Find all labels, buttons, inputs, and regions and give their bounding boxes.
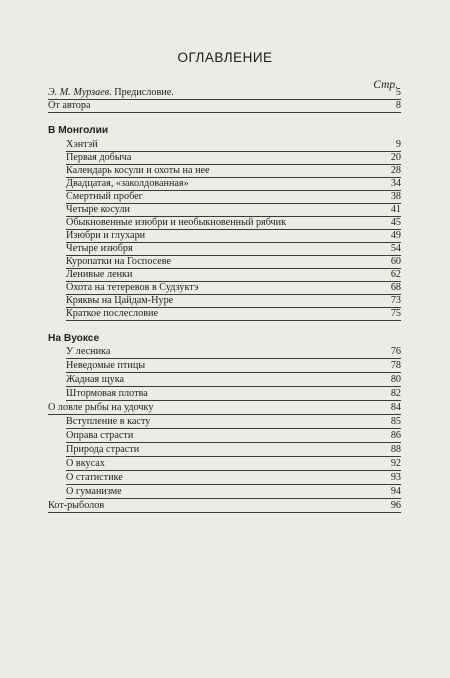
entry-title: О ловле рыбы на удочку	[48, 402, 154, 413]
entry-page: 94	[390, 486, 401, 497]
entry-title: Четыре косули	[66, 204, 130, 215]
toc-entry[interactable]	[66, 417, 401, 429]
entry-page: 75	[390, 308, 401, 319]
entry-page: 28	[390, 165, 401, 176]
entry-page: 20	[390, 152, 401, 163]
toc-entry[interactable]	[66, 347, 401, 359]
entry-page: 60	[390, 256, 401, 267]
entry-title: Оправа страсти	[66, 430, 134, 441]
entry-page: 76	[390, 346, 401, 357]
entry-title: Двадцатая, «заколдованная»	[66, 178, 189, 189]
entry-title: У лесника	[66, 346, 111, 357]
entry-title: Хэнтэй	[66, 139, 98, 150]
section-heading: В Монголии	[48, 125, 109, 136]
entry-title: Ленивые ленки	[66, 269, 133, 280]
entry-page: 84	[390, 402, 401, 413]
entry-page: 45	[390, 217, 401, 228]
entry-title: Предисловие.	[114, 87, 174, 98]
entry-title: Штормовая плотва	[66, 388, 148, 399]
entry-title: Неведомые птицы	[66, 360, 146, 371]
entry-title: Охота на тетеревов в Судзуктэ	[66, 282, 199, 293]
toc-entry[interactable]	[66, 244, 401, 256]
entry-page: 34	[390, 178, 401, 189]
toc-entry[interactable]	[66, 218, 401, 230]
toc-entry[interactable]	[66, 487, 401, 499]
section-heading: На Вуоксе	[48, 333, 100, 344]
entry-page: 80	[390, 374, 401, 385]
toc-entry[interactable]	[66, 179, 401, 191]
entry-page: 68	[390, 282, 401, 293]
page-title: ОГЛАВЛЕНИЕ	[177, 50, 273, 65]
entry-page: 62	[390, 269, 401, 280]
toc-entry[interactable]	[66, 270, 401, 282]
entry-page: 8	[395, 100, 401, 111]
entry-title: Кот-рыболов	[48, 500, 105, 511]
toc-entry[interactable]	[66, 389, 401, 401]
toc-entry[interactable]	[66, 445, 401, 457]
entry-page: 78	[390, 360, 401, 371]
toc-entry[interactable]	[48, 501, 401, 513]
author-name: Э. М. Мурзаев.	[48, 87, 112, 98]
entry-title: Календарь косули и охоты на нее	[66, 165, 210, 176]
entry-title: Первая добыча	[66, 152, 132, 163]
toc-entry[interactable]	[48, 101, 401, 113]
toc-entry[interactable]	[66, 309, 401, 321]
entry-title: О гуманизме	[66, 486, 122, 497]
entry-title: Вступление в касту	[66, 416, 151, 427]
entry-page: 54	[390, 243, 401, 254]
entry-title: Куропатки на Госпосеве	[66, 256, 172, 267]
toc-entry[interactable]	[66, 375, 401, 387]
toc-entry[interactable]	[66, 283, 401, 295]
entry-page: 5	[395, 87, 401, 98]
toc-entry[interactable]	[48, 403, 401, 415]
toc-entry[interactable]	[66, 166, 401, 178]
toc-entry[interactable]	[66, 361, 401, 373]
entry-title: Природа страсти	[66, 444, 140, 455]
page-column-label: Стр.	[373, 79, 398, 91]
entry-title: Четыре изюбря	[66, 243, 133, 254]
entry-title: Изюбри и глухари	[66, 230, 146, 241]
toc-entry[interactable]	[66, 459, 401, 471]
toc-entry[interactable]	[48, 88, 401, 100]
entry-title: Краткое послесловие	[66, 308, 158, 319]
toc-entry[interactable]	[66, 473, 401, 485]
entry-page: 88	[390, 444, 401, 455]
toc-entry[interactable]	[66, 140, 401, 152]
entry-title: О вкусах	[66, 458, 105, 469]
toc-entry[interactable]	[66, 192, 401, 204]
entry-title: От автора	[48, 100, 91, 111]
entry-page: 49	[390, 230, 401, 241]
entry-page: 92	[390, 458, 401, 469]
entry-page: 82	[390, 388, 401, 399]
entry-page: 96	[390, 500, 401, 511]
entry-page: 38	[390, 191, 401, 202]
toc-entry[interactable]	[66, 153, 401, 165]
toc-entry[interactable]	[66, 231, 401, 243]
entry-title: Обыкновенные изюбри и необыкновенный рябчик	[66, 217, 287, 228]
toc-entry[interactable]	[66, 431, 401, 443]
entry-title: Кряквы на Цайдам-Нуре	[66, 295, 174, 306]
entry-page: 9	[395, 139, 401, 150]
entry-page: 85	[390, 416, 401, 427]
entry-page: 86	[390, 430, 401, 441]
entry-page: 93	[390, 472, 401, 483]
entry-page: 41	[390, 204, 401, 215]
entry-title: Жадная щука	[66, 374, 125, 385]
entry-title: Смертный пробег	[66, 191, 143, 202]
toc-entry[interactable]	[66, 257, 401, 269]
toc-entry[interactable]	[66, 296, 401, 308]
entry-page: 73	[390, 295, 401, 306]
entry-title: О статистике	[66, 472, 123, 483]
toc-entry[interactable]	[66, 205, 401, 217]
